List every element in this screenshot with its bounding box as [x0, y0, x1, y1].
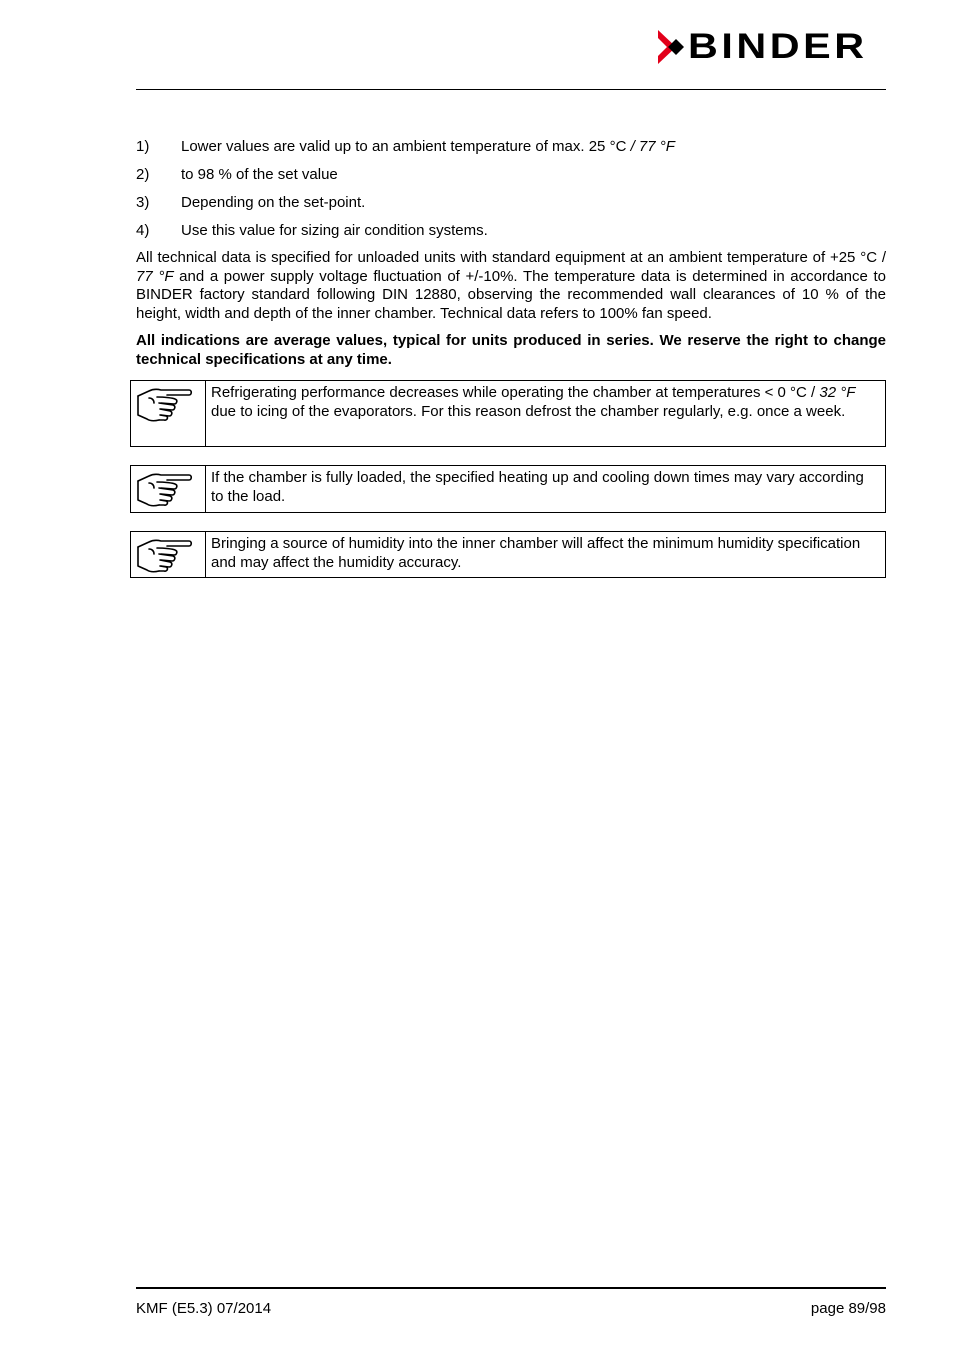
page-number: page 89/98 [810, 1300, 886, 1317]
header-rule [136, 89, 886, 90]
footnote-text-italic: / 77 °F [630, 138, 675, 155]
note-text-main: Refrigerating performance decreases while operating the chamber at temperatures < 0 °C / [211, 384, 820, 401]
note-text: Bringing a source of humidity into the inner chamber will affect the minimum humidity specification and may affect the humidity accuracy. [211, 535, 861, 571]
footnote-number: 1) [136, 138, 150, 155]
note-box-2 [130, 465, 886, 513]
footnote-text [181, 138, 675, 156]
note-text: If the chamber is fully loaded, the specified heating up and cooling down times may vary according to the load. [211, 469, 864, 505]
paragraph-italic: 77 °F [136, 267, 174, 285]
paragraph-part-2: and a power supply voltage fluctuation of +/-10%. The temperature data is determined in accordance to BINDER factory standard following DIN 12880, observing the recommended wall clearances of 10 % of the height, width and depth of the inner chamber. Technical data refers to 100% fan speed. [136, 267, 887, 322]
note-icon-cell [131, 466, 206, 512]
disclaimer-paragraph: All indications are average values, typical for units produced in series. We reserve the right to change technical specifications at any time. [136, 332, 886, 368]
note-text-end: due to icing of the evaporators. For this reason defrost the chamber regularly, e.g. once a week. [211, 402, 846, 420]
pointing-hand-icon [135, 385, 193, 425]
note-box-1 [130, 380, 886, 447]
note-icon-cell [131, 532, 206, 577]
footnote-text-main: Lower values are valid up to an ambient temperature of max. 25 °C [181, 138, 631, 155]
document-id: KMF (E5.3) 07/2014 [136, 1300, 272, 1317]
paragraph-part-1: All technical data is specified for unloaded units with standard equipment at an ambient temperature of +25 °C / [136, 249, 886, 266]
binder-logo [656, 27, 888, 66]
footnote-text: Use this value for sizing air condition systems. [181, 222, 488, 239]
footnote-text: to 98 % of the set value [181, 166, 338, 183]
pointing-hand-icon [135, 470, 193, 510]
footer-rule [136, 1287, 886, 1289]
footnote-number: 2) [136, 166, 150, 183]
note-text-italic: 32 °F [819, 384, 856, 401]
footnote-text: Depending on the set-point. [181, 194, 366, 211]
binder-arrow-logo-icon [656, 30, 684, 64]
note-box-3 [130, 531, 886, 578]
note-icon-cell [131, 381, 206, 446]
pointing-hand-icon [135, 536, 193, 576]
footnote-number: 3) [136, 194, 150, 211]
note-text [206, 381, 885, 446]
brand-name: BINDER [688, 27, 868, 66]
footnote-number: 4) [136, 222, 150, 239]
technical-data-paragraph [136, 249, 886, 323]
